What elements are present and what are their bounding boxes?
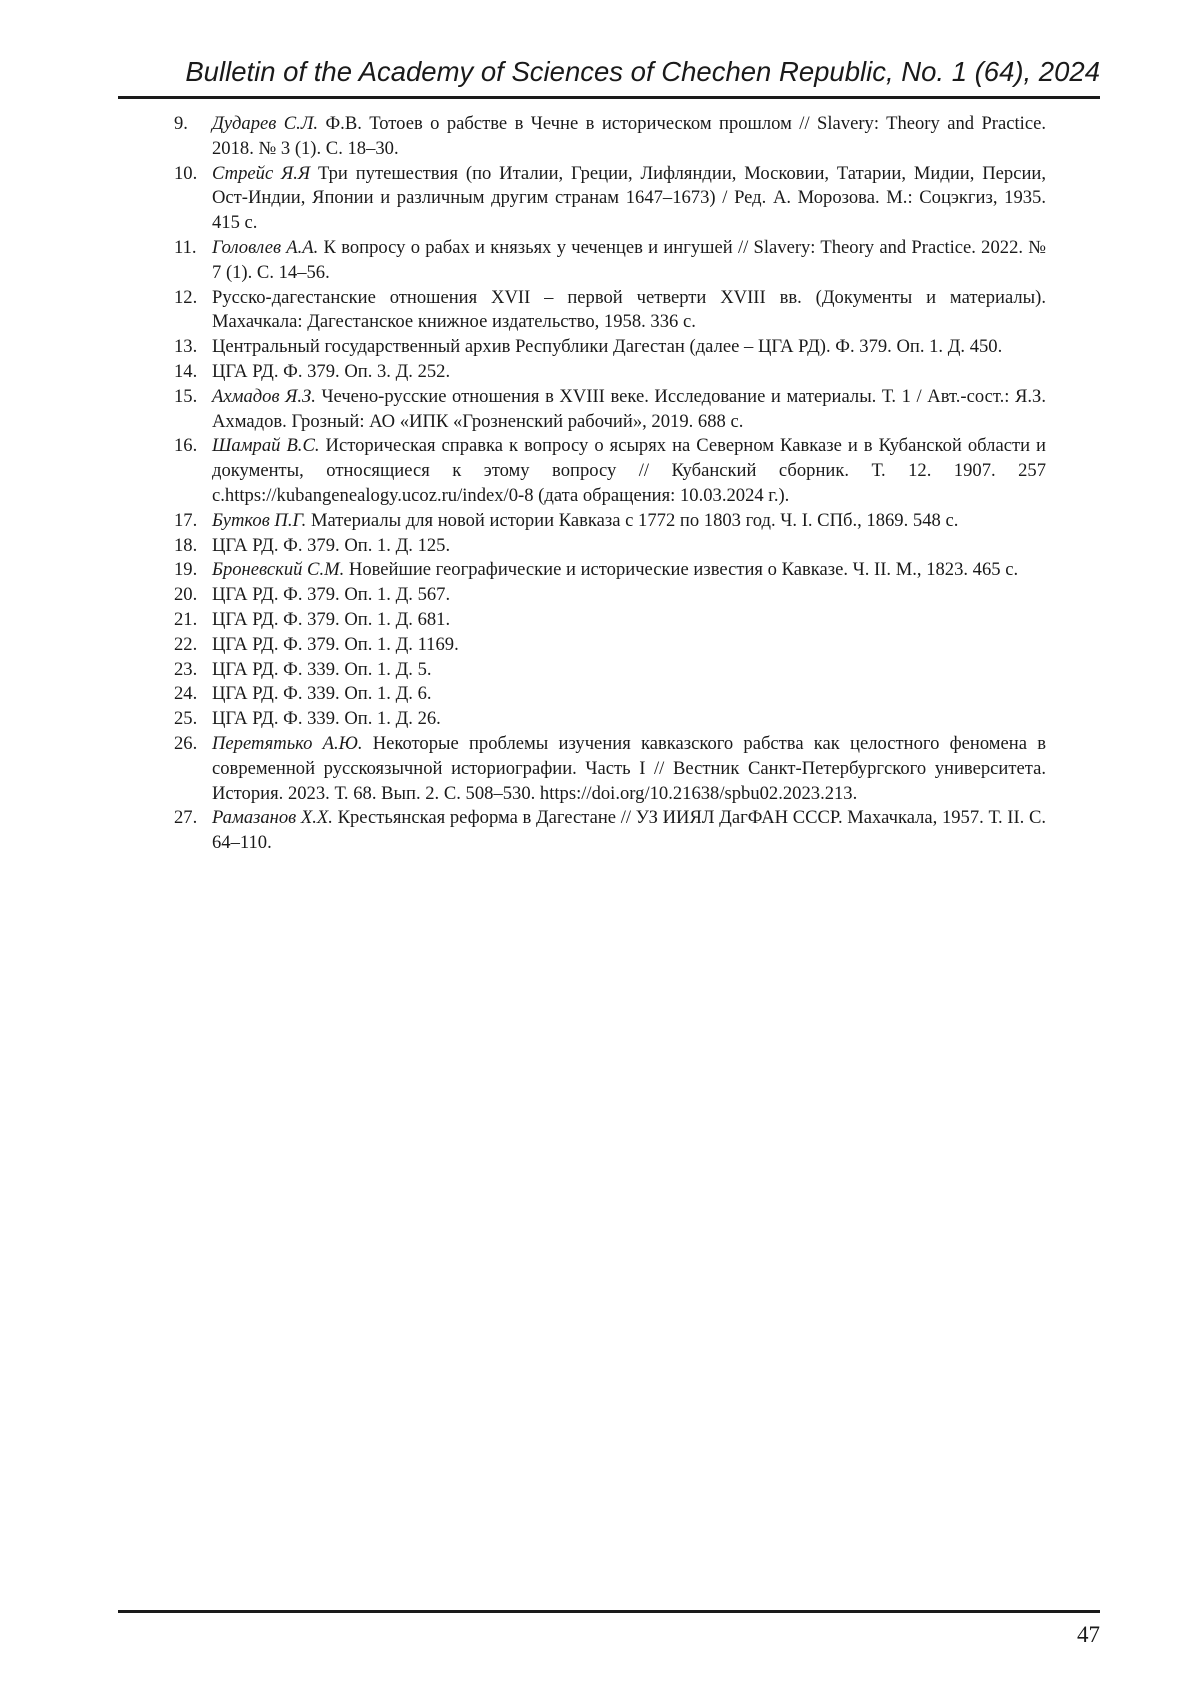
reference-text: ЦГА РД. Ф. 379. Оп. 3. Д. 252.: [212, 360, 451, 382]
reference-number: 23.: [174, 658, 198, 680]
reference-item: [174, 633, 1046, 658]
reference-text: ЦГА РД. Ф. 339. Оп. 1. Д. 6.: [212, 683, 432, 705]
reference-text: Историческая справка к вопросу о ясырях на Северном Кавказе и в Кубанской области и документы, относящиеся к этому вопросу // Кубанский сборник. Т. 12. 1907. 257 с.https://kubangenealogy.ucoz.ru/index/0-8 (дата обращения: 10.03.2024 г.).: [212, 435, 1046, 506]
reference-item: [174, 583, 1046, 608]
reference-text: ЦГА РД. Ф. 379. Оп. 1. Д. 681.: [212, 608, 451, 630]
reference-text: Новейшие географические и исторические известия о Кавказе. Ч. II. М., 1823. 465 с.: [344, 559, 1019, 581]
reference-list: [174, 112, 1046, 856]
reference-text: ЦГА РД. Ф. 339. Оп. 1. Д. 26.: [212, 708, 441, 730]
reference-author: Ахмадов Я.З.: [212, 385, 316, 407]
reference-author: Головлев А.А.: [212, 236, 319, 258]
reference-item: [174, 360, 1046, 385]
reference-number: 21.: [174, 608, 198, 630]
reference-item: [174, 335, 1046, 360]
reference-item: [174, 434, 1046, 508]
reference-number: 11.: [174, 236, 197, 258]
reference-item: [174, 558, 1046, 583]
reference-item: [174, 806, 1046, 856]
reference-number: 27.: [174, 807, 198, 829]
reference-number: 22.: [174, 633, 198, 655]
reference-author: Стрейс Я.Я: [212, 162, 311, 184]
reference-item: [174, 162, 1046, 236]
reference-text: ЦГА РД. Ф. 339. Оп. 1. Д. 5.: [212, 658, 432, 680]
reference-text: ЦГА РД. Ф. 379. Оп. 1. Д. 1169.: [212, 633, 459, 655]
page-number: 47: [1077, 1622, 1100, 1647]
reference-item: [174, 236, 1046, 286]
reference-text: Чечено-русские отношения в XVIII веке. Исследование и материалы. Т. 1 / Авт.-сост.: Я.З. Ахмадов. Грозный: АО «ИПК «Грозненский рабочий», 2019. 688 с.: [212, 385, 1046, 432]
header-rule: [118, 96, 1100, 99]
reference-item: [174, 682, 1046, 707]
reference-text: Центральный государственный архив Республики Дагестан (далее – ЦГА РД). Ф. 379. Оп. 1. Д. 450.: [212, 336, 1003, 358]
reference-number: 15.: [174, 385, 198, 407]
reference-number: 19.: [174, 559, 198, 581]
reference-text: Русско-дагестанские отношения XVII – первой четверти XVIII вв. (Документы и материалы). Махачкала: Дагестанское книжное издательство, 1958. 336 с.: [212, 286, 1046, 333]
reference-number: 9.: [174, 113, 188, 134]
reference-author: Рамазанов Х.Х.: [212, 807, 333, 829]
reference-item: [174, 385, 1046, 435]
reference-number: 14.: [174, 360, 198, 382]
reference-number: 16.: [174, 435, 198, 457]
reference-number: 24.: [174, 683, 198, 705]
footer-rule: [118, 1610, 1100, 1613]
reference-text: Материалы для новой истории Кавказа с 1772 по 1803 год. Ч. I. СПб., 1869. 548 с.: [306, 509, 959, 531]
reference-number: 18.: [174, 534, 198, 556]
reference-item: [174, 732, 1046, 806]
reference-number: 13.: [174, 336, 198, 358]
reference-item: [174, 707, 1046, 732]
reference-item: [174, 286, 1046, 336]
reference-author: Шамрай В.С.: [212, 435, 320, 457]
reference-text: ЦГА РД. Ф. 379. Оп. 1. Д. 567.: [212, 584, 451, 606]
reference-number: 26.: [174, 732, 198, 754]
reference-number: 25.: [174, 708, 198, 730]
reference-author: Бутков П.Г.: [212, 509, 307, 531]
reference-text: Крестьянская реформа в Дагестане // УЗ ИИЯЛ ДагФАН СССР. Махачкала, 1957. Т. II. С. 64–110.: [212, 807, 1046, 854]
reference-text: К вопросу о рабах и князьях у чеченцев и ингушей // Slavery: Theory and Practice. 2022. № 7 (1). С. 14–56.: [212, 236, 1046, 283]
reference-text: Ф.В. Тотоев о рабстве в Чечне в историческом прошлом // Slavery: Theory and Practice. 2018. № 3 (1). С. 18–30.: [212, 113, 1046, 159]
reference-item: [174, 608, 1046, 633]
reference-number: 20.: [174, 584, 198, 606]
reference-number: 10.: [174, 162, 198, 184]
reference-item: [174, 534, 1046, 559]
reference-text: ЦГА РД. Ф. 379. Оп. 1. Д. 125.: [212, 534, 451, 556]
reference-text: Некоторые проблемы изучения кавказского рабства как целостного феномена в современной русскоязычной историографии. Часть I // Вестник Санкт-Петербургского университета. История. 2023. Т. 68. Вып. 2. С. 508–530. https://doi.org/10.21638/spbu02.2023.213.: [212, 732, 1046, 804]
reference-author: Дударев С.Л.: [212, 113, 319, 134]
reference-item: [174, 658, 1046, 683]
reference-item: [174, 509, 1046, 534]
reference-number: 17.: [174, 509, 198, 531]
reference-item: [174, 112, 1046, 162]
reference-number: 12.: [174, 286, 198, 308]
running-header: Bulletin of the Academy of Sciences of Chechen Republic, No. 1 (64), 2024: [185, 56, 1100, 87]
reference-author: Броневский С.М.: [212, 559, 345, 581]
reference-text: Три путешествия (по Италии, Греции, Лифляндии, Московии, Татарии, Мидии, Персии, Ост-Индии, Японии и различным другим странам 1647–1673) / Ред. А. Морозова. М.: Соцэкгиз, 1935. 415 с.: [212, 162, 1046, 234]
reference-author: Перетятько А.Ю.: [212, 732, 363, 754]
